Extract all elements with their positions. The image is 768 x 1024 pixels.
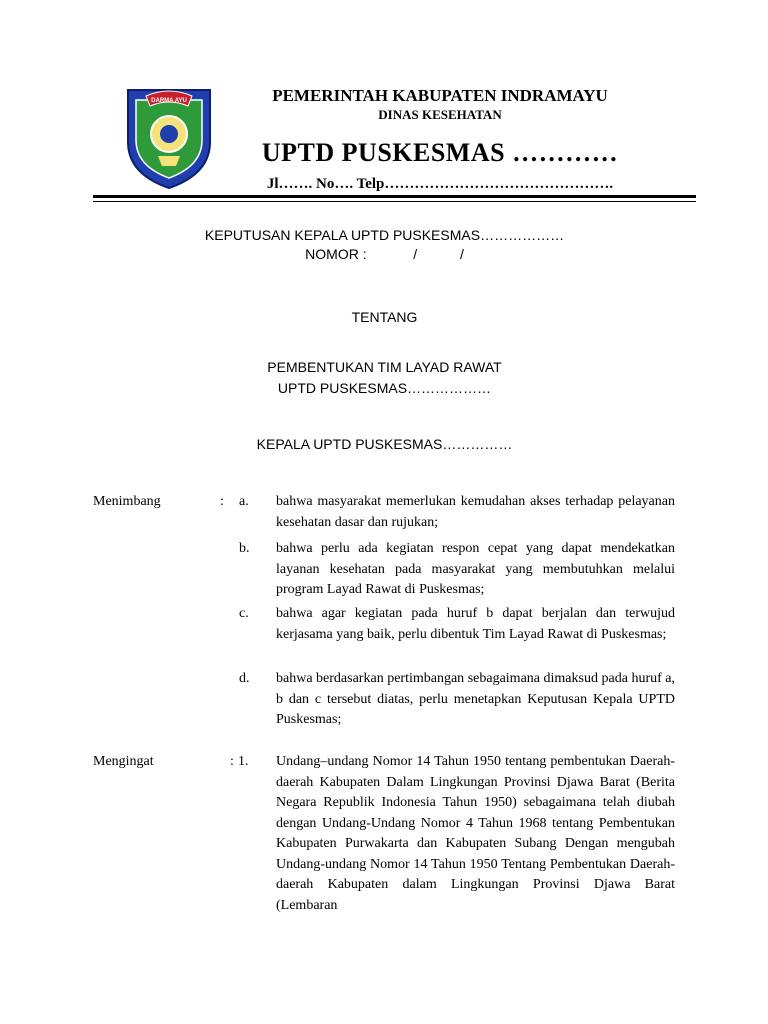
menimbang-marker-b: b. (239, 541, 250, 556)
subject-line-2: UPTD PUSKESMAS……………… (277, 380, 492, 396)
government-name: PEMERINTAH KABUPATEN INDRAMAYU (272, 86, 608, 105)
letterhead-thin-rule (93, 201, 696, 202)
menimbang-item-d: bahwa berdasarkan pertimbangan sebagaimana dimaksud pada huruf a, b dan c tersebut diatas, perlu menetapkan Keputusan Kepala UPTD Puskesmas; (276, 671, 675, 727)
menimbang-item-b: bahwa perlu ada kegiatan respon cepat yang dapat mendekatkan layanan kesehatan pada masyarakat yang membutuhkan melalui program Layad Rawat di Puskesmas; (276, 541, 675, 597)
mengingat-label: Mengingat (93, 754, 154, 769)
logo-banner-text: DARMA AYU (151, 98, 187, 104)
address-line: Jl……. No…. Telp………………………………………. (266, 176, 614, 192)
decree-number: NOMOR : / / (305, 246, 464, 262)
menimbang-item-a: bahwa masyarakat memerlukan kemudahan akses terhadap pelayanan kesehatan dasar dan rujukan; (276, 494, 675, 530)
agency-name: DINAS KESEHATAN (378, 107, 502, 122)
letterhead-thick-rule (93, 195, 696, 198)
institution-name: UPTD PUSKESMAS ………… (261, 138, 619, 167)
menimbang-marker-c: c. (239, 606, 249, 621)
subject-line-1: PEMBENTUKAN TIM LAYAD RAWAT (267, 359, 502, 375)
mengingat-colon: : (230, 754, 234, 769)
mengingat-marker-1: 1. (238, 754, 249, 769)
menimbang-marker-a: a. (239, 494, 249, 509)
menimbang-marker-d: d. (239, 671, 250, 686)
decree-title: KEPUTUSAN KEPALA UPTD PUSKESMAS……………… (204, 227, 565, 243)
mengingat-item-1: Undang–undang Nomor 14 Tahun 1950 tentang pembentukan Daerah-daerah Kabupaten Dalam Lingkungan Provinsi Djawa Barat (Berita Negara Republik Indonesia Tahun 1950) sebagaimana telah diubah dengan Undang-Undang Nomor 4 Tahun 1968 tentang Pembentukan Kabupaten Purwakarta dan Kabupaten Subang Dengan mengubah Undang-undang Nomor 14 Tahun 1950 Tentang Pembentukan Daerah-daerah Kabupaten dalam Lingkungan Provinsi Djawa Barat (Lembaran (276, 754, 675, 913)
issuer-heading: KEPALA UPTD PUSKESMAS…………… (256, 436, 513, 452)
about-heading: TENTANG (351, 309, 418, 325)
menimbang-label: Menimbang (93, 494, 161, 509)
menimbang-item-c: bahwa agar kegiatan pada huruf b dapat berjalan dan terwujud kerjasama yang baik, perlu dibentuk Tim Layad Rawat di Puskesmas; (276, 606, 675, 642)
menimbang-colon: : (220, 494, 224, 509)
